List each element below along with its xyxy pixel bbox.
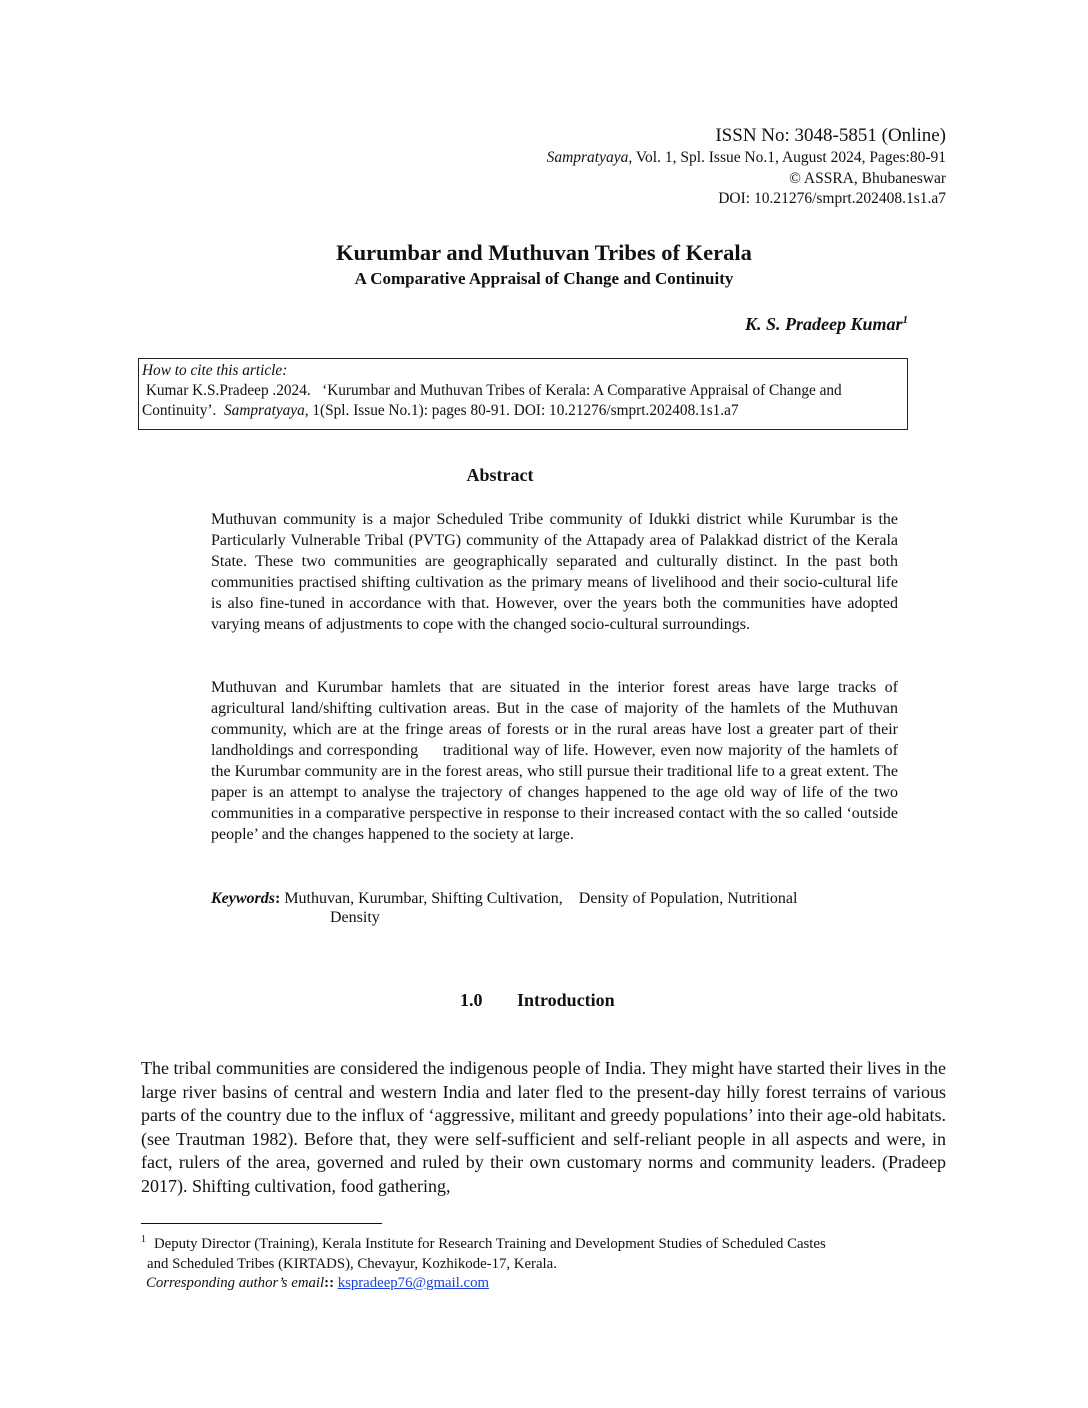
doi-line: DOI: 10.21276/smprt.202408.1s1.a7 <box>718 190 946 207</box>
author-name <box>745 314 908 335</box>
paper-subtitle: A Comparative Appraisal of Change and Continuity <box>354 269 734 288</box>
footnote <box>141 1235 941 1294</box>
footnote-divider <box>141 1223 382 1224</box>
keywords-list: Muthuvan, Kurumbar, Shifting Cultivation, Density of Population, Nutritional <box>280 890 798 907</box>
email-separator: :: <box>324 1275 334 1291</box>
keywords-colon: : <box>275 890 281 907</box>
section-number: 1.0 <box>460 990 483 1010</box>
citation-line-2 <box>142 401 903 421</box>
citation-line-2b: , 1(Spl. Issue No.1): pages 80-91. DOI: 10.21276/smprt.202408.1s1.a7 <box>304 402 739 419</box>
journal-volume: Vol. 1, Spl. Issue No.1, August 2024, Pages:80-91 <box>632 149 946 166</box>
footnote-mark: 1 <box>141 1234 146 1246</box>
copyright-line: © ASSRA, Bhubaneswar <box>789 170 946 187</box>
section-title: Introduction <box>517 990 615 1010</box>
abstract-paragraph-1: Muthuvan community is a major Scheduled Tribe community of Idukki district while Kurumbar is the Particularly Vulnerable Tribal (PVTG) community of the Attapady area of Palakkad district of the Kerala State. These two communities are geographically separated and culturally distinct. In the past both communities practised shifting cultivation as the primary means of livelihood and their socio-cultural life is also fine-tuned in accordance with that. However, over the years both the communities have adopted varying means of adjustments to cope with the changed socio-cultural surroundings. <box>211 511 898 633</box>
keywords-label: Keywords <box>211 890 275 907</box>
email-label: Corresponding author’s email <box>146 1275 325 1291</box>
footnote-email-line <box>141 1274 941 1294</box>
abstract-heading: Abstract <box>466 465 534 485</box>
footnote-line-1 <box>141 1235 941 1255</box>
keywords-line <box>211 888 898 909</box>
issn-line: ISSN No: 3048-5851 (Online) <box>715 125 946 146</box>
journal-citation-line <box>547 148 946 168</box>
introduction-paragraph: The tribal communities are considered the indigenous people of India. They might have started their lives in the large river basins of central and western India and later fled to the present-day hilly forest terrains of various parts of the country due to the influx of ‘aggressive, militant and greedy populations’ into their age-old habitats. (see Trautman 1982). Before that, they were self-sufficient and self-reliant people in all aspects and were, in fact, rulers of the area, governed and ruled by their own customary norms and community leaders. (Pradeep 2017). Shifting cultivation, food gathering, <box>141 1058 946 1196</box>
paper-title: Kurumbar and Muthuvan Tribes of Kerala <box>336 240 752 265</box>
journal-name: Sampratyaya, <box>546 149 633 166</box>
author-text: K. S. Pradeep Kumar <box>744 314 903 334</box>
footnote-line-2: and Scheduled Tribes (KIRTADS), Chevayur, Kozhikode-17, Kerala. <box>147 1255 557 1272</box>
author-email-link[interactable]: kspradeep76@gmail.com <box>337 1275 489 1291</box>
keywords-continuation: Density <box>330 909 380 926</box>
abstract-paragraph-2: Muthuvan and Kurumbar hamlets that are situated in the interior forest areas have large tracks of agricultural land/shifting cultivation areas. But in the case of majority of the hamlets of the Muthuvan community, which are at the fringe areas of forests or in the rural areas have lost a greater part of their landholdings and corresponding traditional way of life. However, even now majority of the hamlets of the Kurumbar community are in the forest areas, who still pursue their traditional life to a great extent. The paper is an attempt to analyse the trajectory of changes happened to the age old way of life of the two communities in a comparative perspective in response to their increased contact with the so called ‘outside people’ and the changes happened to the society at large. <box>211 679 902 843</box>
citation-box <box>138 358 908 430</box>
citation-label: How to cite this article: <box>142 362 288 379</box>
section-heading <box>460 990 615 1011</box>
citation-line-2a: Continuity’. <box>142 402 225 419</box>
citation-journal: Sampratyaya <box>224 402 305 419</box>
footnote-affiliation: Deputy Director (Training), Kerala Institute for Research Training and Development Studies of Scheduled Castes <box>154 1236 826 1252</box>
citation-line-1: Kumar K.S.Pradeep .2024. ‘Kurumbar and Muthuvan Tribes of Kerala: A Comparative Appraisal of Change and <box>142 382 842 399</box>
author-footnote-mark: 1 <box>902 314 908 326</box>
